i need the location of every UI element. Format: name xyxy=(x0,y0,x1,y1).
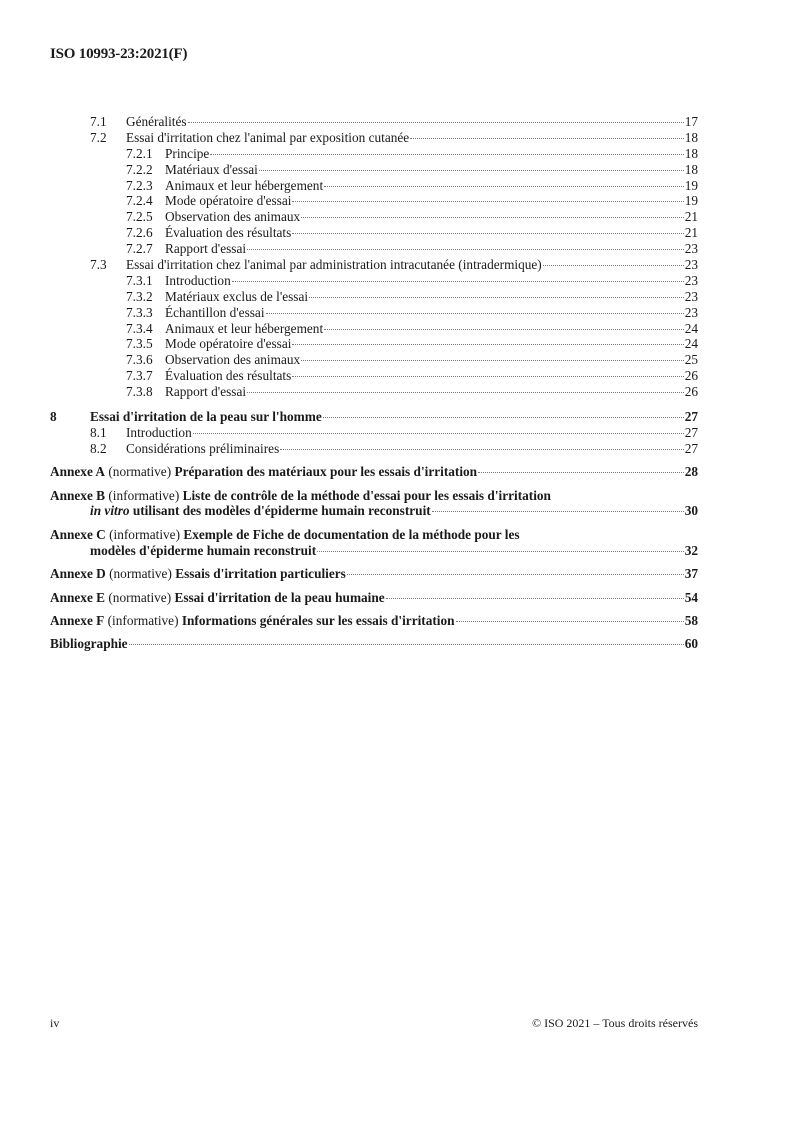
toc-entry-text: Préparation des matériaux pour les essais d'irritation xyxy=(174,464,478,480)
toc-entry-text: Essai d'irritation de la peau sur l'homme xyxy=(90,409,322,425)
toc-entry[interactable] xyxy=(50,543,698,559)
toc-entry-text: Matériaux d'essai xyxy=(165,161,258,177)
toc-entry-text: Essai d'irritation chez l'animal par exposition cutanée xyxy=(126,129,410,145)
toc-entry-text: Évaluation des résultats xyxy=(165,225,292,241)
toc-entry-title xyxy=(165,336,291,352)
toc-entry-text: utilisant des modèles d'épiderme humain reconstruit xyxy=(129,503,431,519)
dot-leader xyxy=(247,249,684,250)
dot-leader xyxy=(301,217,684,218)
dot-leader xyxy=(129,644,684,645)
document-title: ISO 10993-23:2021(F) xyxy=(50,46,188,62)
toc-entry-number: 7.3.5 xyxy=(126,336,153,352)
toc-entry-number: 7.3 xyxy=(90,257,107,273)
toc-entry-title xyxy=(50,590,385,606)
toc-entry-number: 8.2 xyxy=(90,440,107,456)
toc-entry-text: Annexe A xyxy=(50,464,106,480)
toc-entry-text: Animaux et leur hébergement xyxy=(165,320,324,336)
dot-leader xyxy=(543,265,684,266)
toc-entry-text: Annexe F xyxy=(50,612,105,628)
toc-entry[interactable] xyxy=(50,130,698,146)
toc-page-number: 18 xyxy=(684,129,698,145)
toc-entry-title xyxy=(165,209,300,225)
dot-leader xyxy=(347,574,684,575)
toc-page-number: 23 xyxy=(684,257,698,273)
toc-entry-text: Évaluation des résultats xyxy=(165,368,292,384)
dot-leader xyxy=(301,360,684,361)
toc-entry-text: (informative) xyxy=(105,487,183,503)
toc-page-number: 58 xyxy=(684,612,698,628)
toc-entry[interactable] xyxy=(50,368,698,384)
toc-entry-title xyxy=(90,409,322,425)
toc-entry-text: Essai d'irritation chez l'animal par administration intracutanée (intradermique) xyxy=(126,257,542,273)
toc-entry-title xyxy=(165,384,246,400)
dot-leader xyxy=(456,621,684,622)
dot-leader xyxy=(292,376,683,377)
toc-entry-text: (normative) xyxy=(105,464,175,480)
toc-page-number: 21 xyxy=(684,209,698,225)
toc-entry-title xyxy=(50,503,431,519)
toc-entry-text: Essais d'irritation particuliers xyxy=(175,566,346,582)
toc-entry-title xyxy=(50,613,455,629)
toc-entry-number: 7.2.6 xyxy=(126,225,153,241)
toc-entry-title xyxy=(165,352,300,368)
toc-entry[interactable] xyxy=(50,273,698,289)
toc-entry[interactable] xyxy=(50,336,698,352)
toc-entry-number: 7.2.5 xyxy=(126,209,153,225)
dot-leader xyxy=(478,472,684,473)
toc-entry-title xyxy=(50,464,477,480)
toc-entry-text: Exemple de Fiche de documentation de la méthode pour les xyxy=(183,526,520,542)
toc-entry-text: Liste de contrôle de la méthode d'essai pour les essais d'irritation xyxy=(182,487,551,503)
toc-entry[interactable] xyxy=(50,114,698,130)
toc-entry[interactable] xyxy=(50,464,698,480)
toc-page-number: 54 xyxy=(684,589,698,605)
toc-entry-title xyxy=(165,368,291,384)
toc-entry-text: Échantillon d'essai xyxy=(165,304,265,320)
toc-entry[interactable] xyxy=(50,162,698,178)
toc-page-number: 28 xyxy=(684,464,698,480)
toc-entry-text: (informative) xyxy=(105,526,184,542)
toc-entry-text: Essai d'irritation de la peau humaine xyxy=(174,589,385,605)
toc-page-number: 32 xyxy=(684,542,698,558)
dot-leader xyxy=(188,122,684,123)
dot-leader xyxy=(324,186,684,187)
toc-entry-text: modèles d'épiderme humain reconstruit xyxy=(90,542,317,558)
toc-entry-text: Annexe E xyxy=(50,589,106,605)
toc-entry[interactable] xyxy=(50,209,698,225)
toc-entry[interactable] xyxy=(50,321,698,337)
toc-entry-text: Annexe B xyxy=(50,487,106,503)
toc-entry-text: Introduction xyxy=(165,272,231,288)
toc-page-number: 27 xyxy=(684,424,698,440)
toc-entry-title xyxy=(165,305,265,321)
toc-page-number: 27 xyxy=(684,409,698,425)
toc-entry-text: Considérations préliminaires xyxy=(126,440,280,456)
toc-entry[interactable] xyxy=(50,257,698,273)
toc-entry[interactable] xyxy=(50,352,698,368)
toc-entry-number: 8.1 xyxy=(90,424,107,440)
toc-page-number: 19 xyxy=(684,193,698,209)
toc-entry-text: Généralités xyxy=(126,114,187,129)
toc-entry-text: Rapport d'essai xyxy=(165,384,247,400)
dot-leader xyxy=(232,281,684,282)
toc-entry[interactable] xyxy=(50,384,698,400)
toc-page-number: 26 xyxy=(684,368,698,384)
toc-page-number: 37 xyxy=(684,566,698,582)
toc-entry-number: 7.2.2 xyxy=(126,161,153,177)
toc-entry[interactable] xyxy=(50,146,698,162)
toc-page-number: 18 xyxy=(684,161,698,177)
toc-entry-text: Introduction xyxy=(126,424,192,440)
dot-leader xyxy=(324,329,684,330)
toc-entry-title xyxy=(165,225,291,241)
toc-page-number: 23 xyxy=(684,241,698,257)
toc-entry-title xyxy=(126,130,409,146)
toc-entry-title xyxy=(50,488,551,504)
dot-leader xyxy=(292,233,683,234)
page-footer xyxy=(50,1016,698,1031)
toc-page-number: 24 xyxy=(684,336,698,352)
toc-page-number: 23 xyxy=(684,272,698,288)
toc-entry[interactable] xyxy=(50,636,698,652)
page-number: iv xyxy=(50,1016,60,1030)
toc-entry-text: Mode opératoire d'essai xyxy=(165,193,292,209)
dot-leader xyxy=(210,154,683,155)
toc-entry[interactable] xyxy=(50,441,698,457)
toc-entry-title xyxy=(126,114,187,130)
toc-entry[interactable] xyxy=(50,289,698,305)
toc-page-number: 24 xyxy=(684,320,698,336)
toc-entry-text: Annexe D xyxy=(50,566,106,582)
toc-entry-title xyxy=(50,543,316,559)
toc-entry-text: Principe xyxy=(165,145,210,161)
toc-entry-title xyxy=(50,527,520,543)
toc-page-number: 23 xyxy=(684,288,698,304)
dot-leader xyxy=(292,344,683,345)
toc-entry-title xyxy=(165,321,323,337)
toc-entry[interactable] xyxy=(50,409,698,425)
toc-page-number: 17 xyxy=(684,114,698,129)
toc-entry-number: 7.3.8 xyxy=(126,384,153,400)
toc-page-number: 60 xyxy=(684,636,698,652)
dot-leader xyxy=(323,417,684,418)
dot-leader xyxy=(193,433,684,434)
toc-entry-number: 7.2.1 xyxy=(126,145,153,161)
toc-page-number: 19 xyxy=(684,177,698,193)
toc-entry-number: 7.3.3 xyxy=(126,304,153,320)
toc-entry-title xyxy=(50,566,346,582)
toc-entry-number: 7.3.1 xyxy=(126,272,153,288)
toc-entry-title xyxy=(126,257,542,273)
toc-entry-text: (informative) xyxy=(104,612,182,628)
toc-entry[interactable] xyxy=(50,305,698,321)
toc-entry-text: Mode opératoire d'essai xyxy=(165,336,292,352)
toc-entry[interactable] xyxy=(50,590,698,606)
toc-entry-title xyxy=(165,146,209,162)
toc-entry-text: Annexe C xyxy=(50,526,106,542)
table-of-contents xyxy=(50,114,698,652)
toc-entry-number: 7.3.7 xyxy=(126,368,153,384)
toc-entry[interactable] xyxy=(50,503,698,519)
dot-leader xyxy=(309,297,684,298)
toc-entry-title xyxy=(50,636,128,652)
toc-entry-number: 7.1 xyxy=(90,114,107,129)
toc-entry-text: in vitro xyxy=(90,503,130,519)
toc-entry-title xyxy=(126,441,279,457)
toc-entry-number: 7.2.7 xyxy=(126,241,153,257)
toc-entry-text: (normative) xyxy=(105,589,175,605)
dot-leader xyxy=(386,598,684,599)
toc-page-number: 26 xyxy=(684,384,698,400)
toc-entry-text: Informations générales sur les essais d'irritation xyxy=(181,612,455,628)
dot-leader xyxy=(410,138,684,139)
toc-entry-number: 7.3.6 xyxy=(126,352,153,368)
toc-entry-number: 7.2.3 xyxy=(126,177,153,193)
toc-entry-number: 7.2.4 xyxy=(126,193,153,209)
toc-entry-title xyxy=(165,178,323,194)
toc-entry-text: Observation des animaux xyxy=(165,352,301,368)
toc-page-number: 18 xyxy=(684,145,698,161)
toc-entry-title xyxy=(165,193,291,209)
toc-entry[interactable] xyxy=(50,241,698,257)
toc-entry-title xyxy=(165,289,308,305)
toc-page-number: 25 xyxy=(684,352,698,368)
toc-entry[interactable] xyxy=(50,193,698,209)
toc-entry-title xyxy=(165,162,258,178)
toc-page-number: 21 xyxy=(684,225,698,241)
toc-entry[interactable] xyxy=(50,613,698,629)
toc-entry-text: Rapport d'essai xyxy=(165,241,247,257)
toc-entry[interactable] xyxy=(50,178,698,194)
toc-entry-number: 7.3.2 xyxy=(126,288,153,304)
toc-entry-number: 7.3.4 xyxy=(126,320,153,336)
toc-page-number: 30 xyxy=(684,503,698,519)
dot-leader xyxy=(259,170,684,171)
toc-entry-text: (normative) xyxy=(105,566,176,582)
toc-entry-text: Observation des animaux xyxy=(165,209,301,225)
toc-entry-number: 7.2 xyxy=(90,129,107,145)
dot-leader xyxy=(280,449,683,450)
toc-entry-title xyxy=(165,241,246,257)
toc-page-number: 27 xyxy=(684,440,698,456)
toc-entry[interactable] xyxy=(50,527,698,543)
toc-entry[interactable] xyxy=(50,225,698,241)
toc-entry[interactable] xyxy=(50,488,698,504)
toc-entry[interactable] xyxy=(50,566,698,582)
dot-leader xyxy=(266,313,684,314)
toc-entry[interactable] xyxy=(50,425,698,441)
toc-entry-text: Matériaux exclus de l'essai xyxy=(165,288,309,304)
dot-leader xyxy=(247,392,684,393)
toc-entry-title xyxy=(165,273,231,289)
dot-leader xyxy=(317,551,684,552)
toc-entry-text: Bibliographie xyxy=(50,636,128,652)
dot-leader xyxy=(432,511,684,512)
toc-page-number: 23 xyxy=(684,304,698,320)
toc-entry-text: Animaux et leur hébergement xyxy=(165,177,324,193)
toc-entry-title xyxy=(126,425,192,441)
copyright-notice: © ISO 2021 – Tous droits réservés xyxy=(531,1016,698,1030)
dot-leader xyxy=(292,201,683,202)
toc-entry-number: 8 xyxy=(50,409,57,425)
